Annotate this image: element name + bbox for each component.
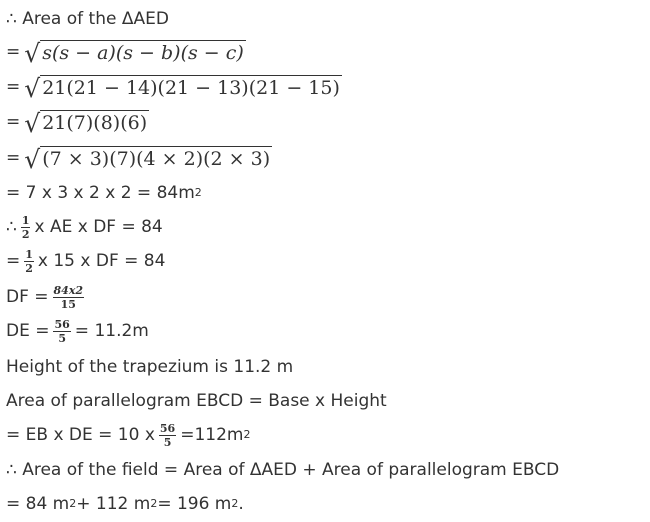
equals-sign: =	[6, 77, 21, 97]
radicand: 21(7)(8)(6)	[42, 112, 148, 134]
de-line	[6, 316, 149, 346]
half-ae-df-line	[6, 212, 163, 242]
half-15-df-line	[6, 246, 165, 276]
fraction	[159, 423, 176, 448]
parallelogram-formula	[6, 386, 387, 416]
result-text: =112m	[180, 425, 244, 445]
heading-text: ∴ Area of the ΔAED	[6, 9, 169, 29]
area-result-line: = 7 x 3 x 2 x 2 = 84m 2	[6, 183, 202, 203]
square-root	[24, 145, 272, 174]
heron-formula-line	[6, 37, 246, 67]
expression-text: x AE x DF = 84	[34, 217, 163, 237]
radicand: s(s − a)(s − b)(s − c)	[42, 42, 244, 64]
equals-sign: =	[6, 148, 21, 168]
denominator: 5	[163, 435, 172, 449]
numerator: 1	[25, 247, 33, 261]
radical-sign: √	[24, 74, 41, 103]
statement-text: Area of parallelogram EBCD = Base x Height	[6, 391, 387, 411]
term-c: = 196 m	[157, 494, 232, 514]
simplified-line	[6, 107, 149, 137]
term-b: + 112 m	[76, 494, 151, 514]
fraction	[53, 319, 70, 344]
denominator: 15	[60, 297, 76, 311]
df-label: DF =	[6, 287, 49, 307]
factorized-line	[6, 143, 272, 173]
df-line	[6, 282, 88, 312]
equals-sign: =	[6, 251, 21, 271]
radicand: (7 × 3)(7)(4 × 2)(2 × 3)	[42, 148, 271, 170]
expression-text: x 15 x DF = 84	[37, 251, 166, 271]
expression-text: = EB x DE = 10 x	[6, 425, 155, 445]
de-label: DE =	[6, 321, 50, 341]
radicand: 21(21 − 14)(21 − 13)(21 − 15)	[42, 77, 340, 99]
expression-text: = 11.2m	[74, 321, 149, 341]
statement-text: ∴ Area of the field = Area of ΔAED + Area of parallelogram EBCD	[6, 460, 560, 480]
radical-sign: √	[24, 145, 41, 174]
height-statement	[6, 352, 293, 382]
period: .	[238, 494, 244, 514]
square-root	[24, 109, 149, 138]
radical-sign: √	[24, 39, 41, 68]
square-root	[24, 39, 246, 68]
numerator: 84x2	[53, 283, 84, 297]
substitution-line	[6, 72, 342, 102]
square-root	[24, 74, 342, 103]
term-a: = 84 m	[6, 494, 70, 514]
final-result-line: = 84 m 2 + 112 m 2 = 196 m 2 .	[6, 494, 244, 514]
field-area-statement	[6, 455, 559, 485]
area-aed-heading	[6, 4, 169, 34]
fraction	[53, 285, 85, 310]
numerator: 1	[21, 213, 30, 227]
fraction	[21, 215, 31, 240]
numerator: 56	[159, 421, 176, 435]
result-text: = 7 x 3 x 2 x 2 = 84m	[6, 183, 195, 203]
therefore-sign: ∴	[6, 217, 17, 237]
parallelogram-area-line: = EB x DE = 10 x $\frac{56}{5}$ =112m 2	[6, 421, 251, 449]
denominator: 2	[25, 261, 33, 275]
denominator: 2	[21, 227, 30, 241]
denominator: 5	[58, 331, 66, 345]
radical-sign: √	[24, 109, 41, 138]
fraction	[24, 249, 34, 274]
numerator: 56	[54, 317, 70, 331]
statement-text: Height of the trapezium is 11.2 m	[6, 357, 294, 377]
equals-sign: =	[6, 42, 21, 62]
equals-sign: =	[6, 112, 21, 132]
